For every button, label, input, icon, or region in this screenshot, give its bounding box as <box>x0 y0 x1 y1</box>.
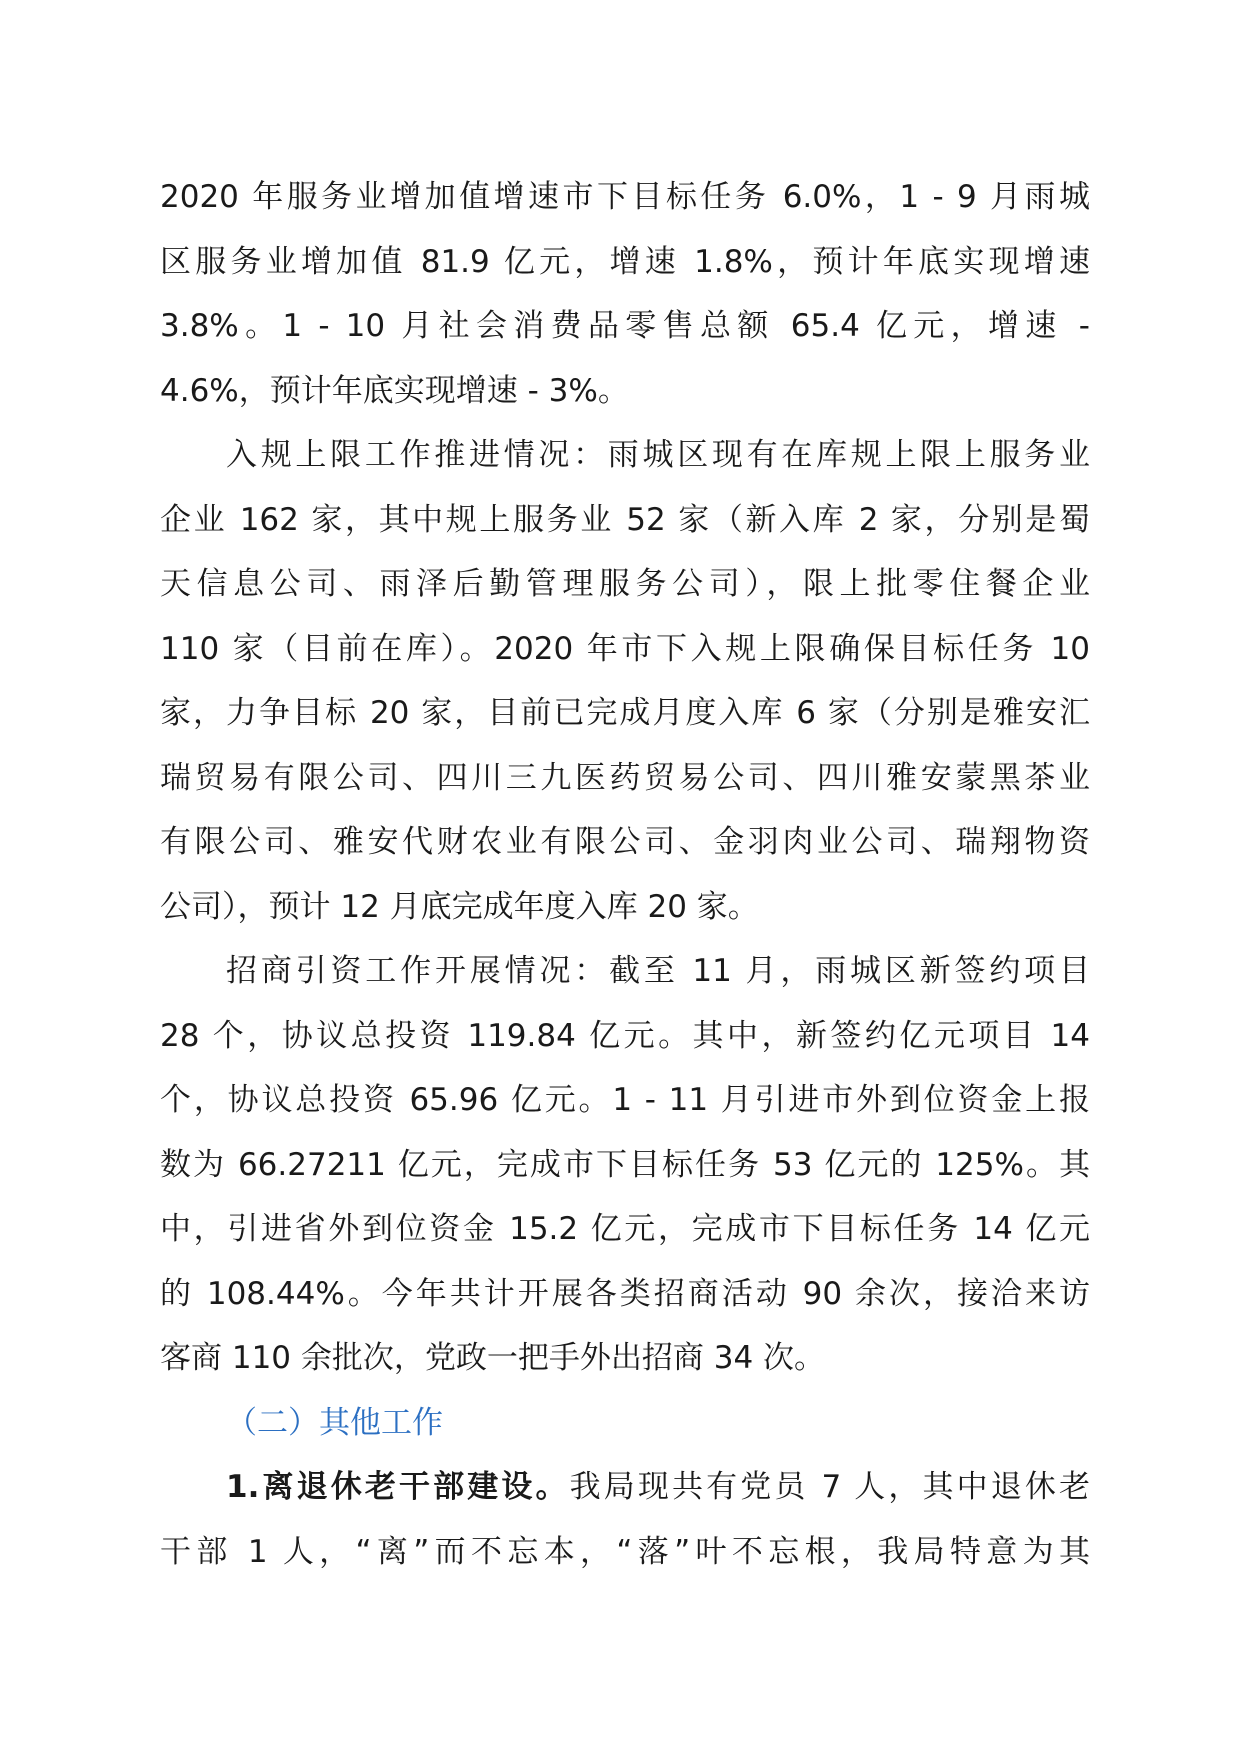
text-line <box>160 1455 1090 1520</box>
text-line: 入规上限工作推进情况：雨城区现有在库规上限上服务业 <box>226 437 1090 473</box>
text-line: 的 108.44%。今年共计开展各类招商活动 90 余次，接洽来访 <box>160 1275 1090 1312</box>
paragraph-investment-attraction <box>160 939 1090 1391</box>
text-line: 瑞贸易有限公司、四川三九医药贸易公司、四川雅安蒙黑茶业 <box>160 759 1090 796</box>
text-line: 有限公司、雅安代财农业有限公司、金羽肉业公司、瑞翔物资 <box>160 824 1090 860</box>
paragraph-text: 我局现共有党员 7 人，其中退休老 <box>569 1469 1090 1505</box>
paragraph-lead: 1.离退休老干部建设。 <box>226 1469 570 1505</box>
text-line: 28 个，协议总投资 119.84 亿元。其中，新签约亿元项目 14 <box>160 1017 1090 1054</box>
text-line: 3.8%。1 - 10 月社会消费品零售总额 65.4 亿元，增速 - <box>160 308 1090 344</box>
text-line: 个，协议总投资 65.96 亿元。1 - 11 月引进市外到位资金上报 <box>160 1082 1090 1118</box>
text-line: 中，引进省外到位资金 15.2 亿元，完成市下目标任务 14 亿元 <box>160 1211 1090 1247</box>
text-line: 110 家（目前在库）。2020 年市下入规上限确保目标任务 10 <box>160 630 1090 667</box>
section-heading: （二）其他工作 <box>226 1404 443 1441</box>
paragraph-enterprise-registration <box>160 423 1090 939</box>
text-line: 2020 年服务业增加值增速市下目标任务 6.0%，1 - 9 月雨城 <box>160 179 1090 215</box>
document-page <box>160 165 1090 1584</box>
text-line: 客商 110 余批次，党政一把手外出招商 34 次。 <box>160 1340 826 1376</box>
paragraph-retired-cadres <box>160 1455 1090 1584</box>
text-line: 公司），预计 12 月底完成年度入库 20 家。 <box>160 888 759 925</box>
text-line: 4.6%，预计年底实现增速 - 3%。 <box>160 372 629 409</box>
text-line: 干部 1 人，“离”而不忘本，“落”叶不忘根，我局特意为其 <box>160 1533 1090 1570</box>
text-line: 天信息公司、雨泽后勤管理服务公司），限上批零住餐企业 <box>160 566 1090 602</box>
text-line: 企业 162 家，其中规上服务业 52 家（新入库 2 家，分别是蜀 <box>160 501 1090 538</box>
text-line: 家，力争目标 20 家，目前已完成月度入库 6 家（分别是雅安汇 <box>160 695 1090 731</box>
text-line: 数为 66.27211 亿元，完成市下目标任务 53 亿元的 125%。其 <box>160 1146 1090 1183</box>
text-line: 区服务业增加值 81.9 亿元，增速 1.8%，预计年底实现增速 <box>160 243 1090 280</box>
text-line: 招商引资工作开展情况：截至 11 月，雨城区新签约项目 <box>226 953 1090 989</box>
paragraph-services-growth <box>160 165 1090 423</box>
